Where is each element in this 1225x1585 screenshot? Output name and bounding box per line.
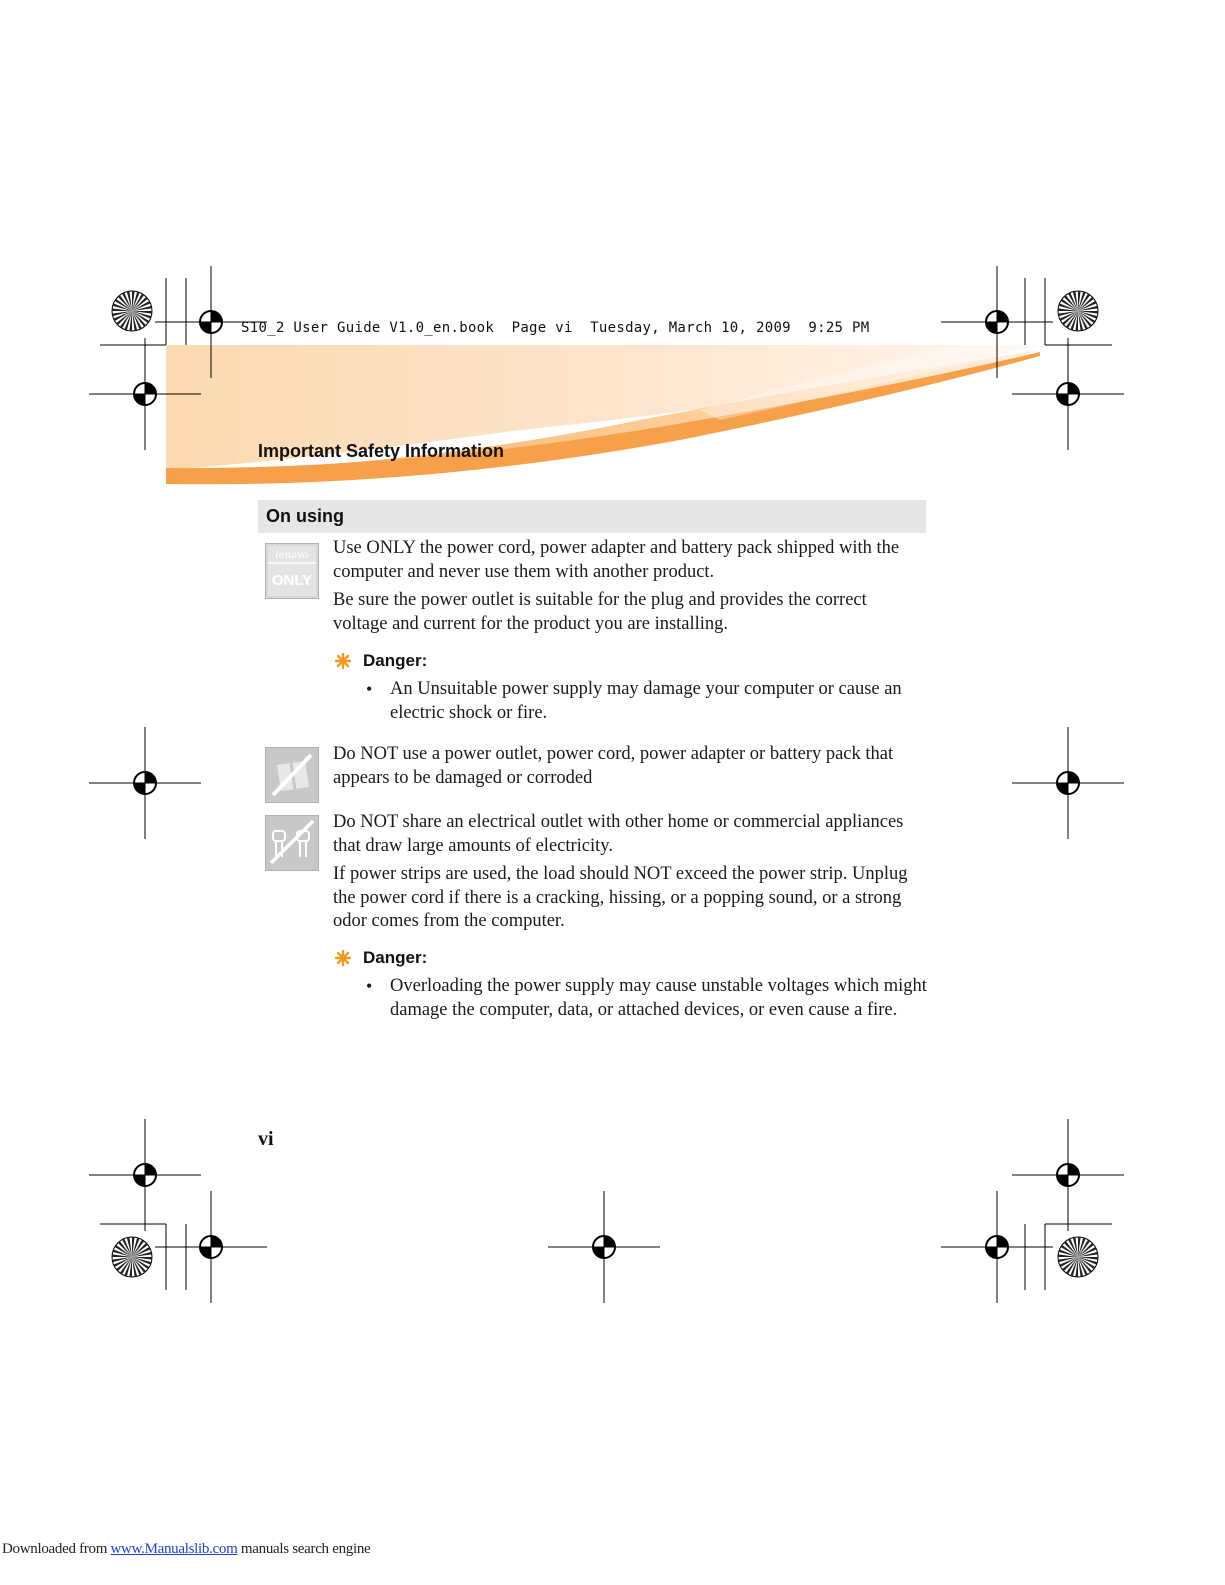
danger-label: Danger: [363,948,428,967]
registration-mark [1012,727,1124,839]
download-footer [2,1541,370,1558]
starburst-mark [112,1237,152,1277]
danger-star-icon [335,653,351,669]
subsection-bar [258,500,926,533]
no-shared-outlet-icon [265,815,319,871]
print-header: S10_2 User Guide V1.0_en.book Page vi Tuesday, March 10, 2009 9:25 PM [241,320,870,336]
bullet-icon: • [366,976,373,996]
danger-bullet-1 [366,678,930,725]
danger-bullet-2 [366,975,930,1022]
only-icon-text: ONLY [271,572,313,589]
danger-heading-2 [335,948,427,968]
only-paragraph-1: Use ONLY the power cord, power adapter and battery pack shipped with the computer and never use them with another product. [333,538,900,582]
danger-bullet-text: Overloading the power supply may cause unstable voltages which might damage the computer, data, or attached devices, or even cause a fire. [390,976,927,1020]
manualslib-link[interactable]: www.Manualslib.com [110,1541,238,1557]
danger-star-icon [335,950,351,966]
damaged-cord-icon [265,747,319,803]
bullet-icon: • [366,679,373,699]
starburst-mark [1058,1237,1098,1277]
share-paragraph-2: If power strips are used, the load should NOT exceed the power strip. Unplug the power cord if there is a cracking, hissing, or a popping sound, or a strong odor comes from the computer. [333,864,908,931]
registration-mark [89,1119,201,1231]
footer-suffix: manuals search engine [237,1541,371,1557]
lenovo-brand-text: lenovo [275,550,309,561]
section-title: Important Safety Information [258,441,505,461]
registration-mark [548,1191,660,1303]
page-number: vi [258,1128,274,1150]
danger-bullet-text: An Unsuitable power supply may damage your computer or cause an electric shock or fire. [390,679,902,723]
registration-mark [1012,1119,1124,1231]
only-paragraph-2: Be sure the power outlet is suitable for the plug and provides the correct voltage and current for the product you are installing. [333,590,867,634]
damaged-paragraph: Do NOT use a power outlet, power cord, power adapter or battery pack that appears to be damaged or corroded [333,744,894,788]
registration-mark [89,727,201,839]
share-paragraph-1: Do NOT share an electrical outlet with other home or commercial appliances that draw large amounts of electricity. [333,812,904,856]
registration-mark [155,1191,267,1303]
subsection-title: On using [266,506,344,526]
lenovo-only-icon [265,543,319,599]
danger-heading-1 [335,651,427,671]
header-banner [0,0,1225,500]
registration-mark [941,1191,1053,1303]
danger-label: Danger: [363,651,428,670]
footer-prefix: Downloaded from [2,1541,111,1557]
